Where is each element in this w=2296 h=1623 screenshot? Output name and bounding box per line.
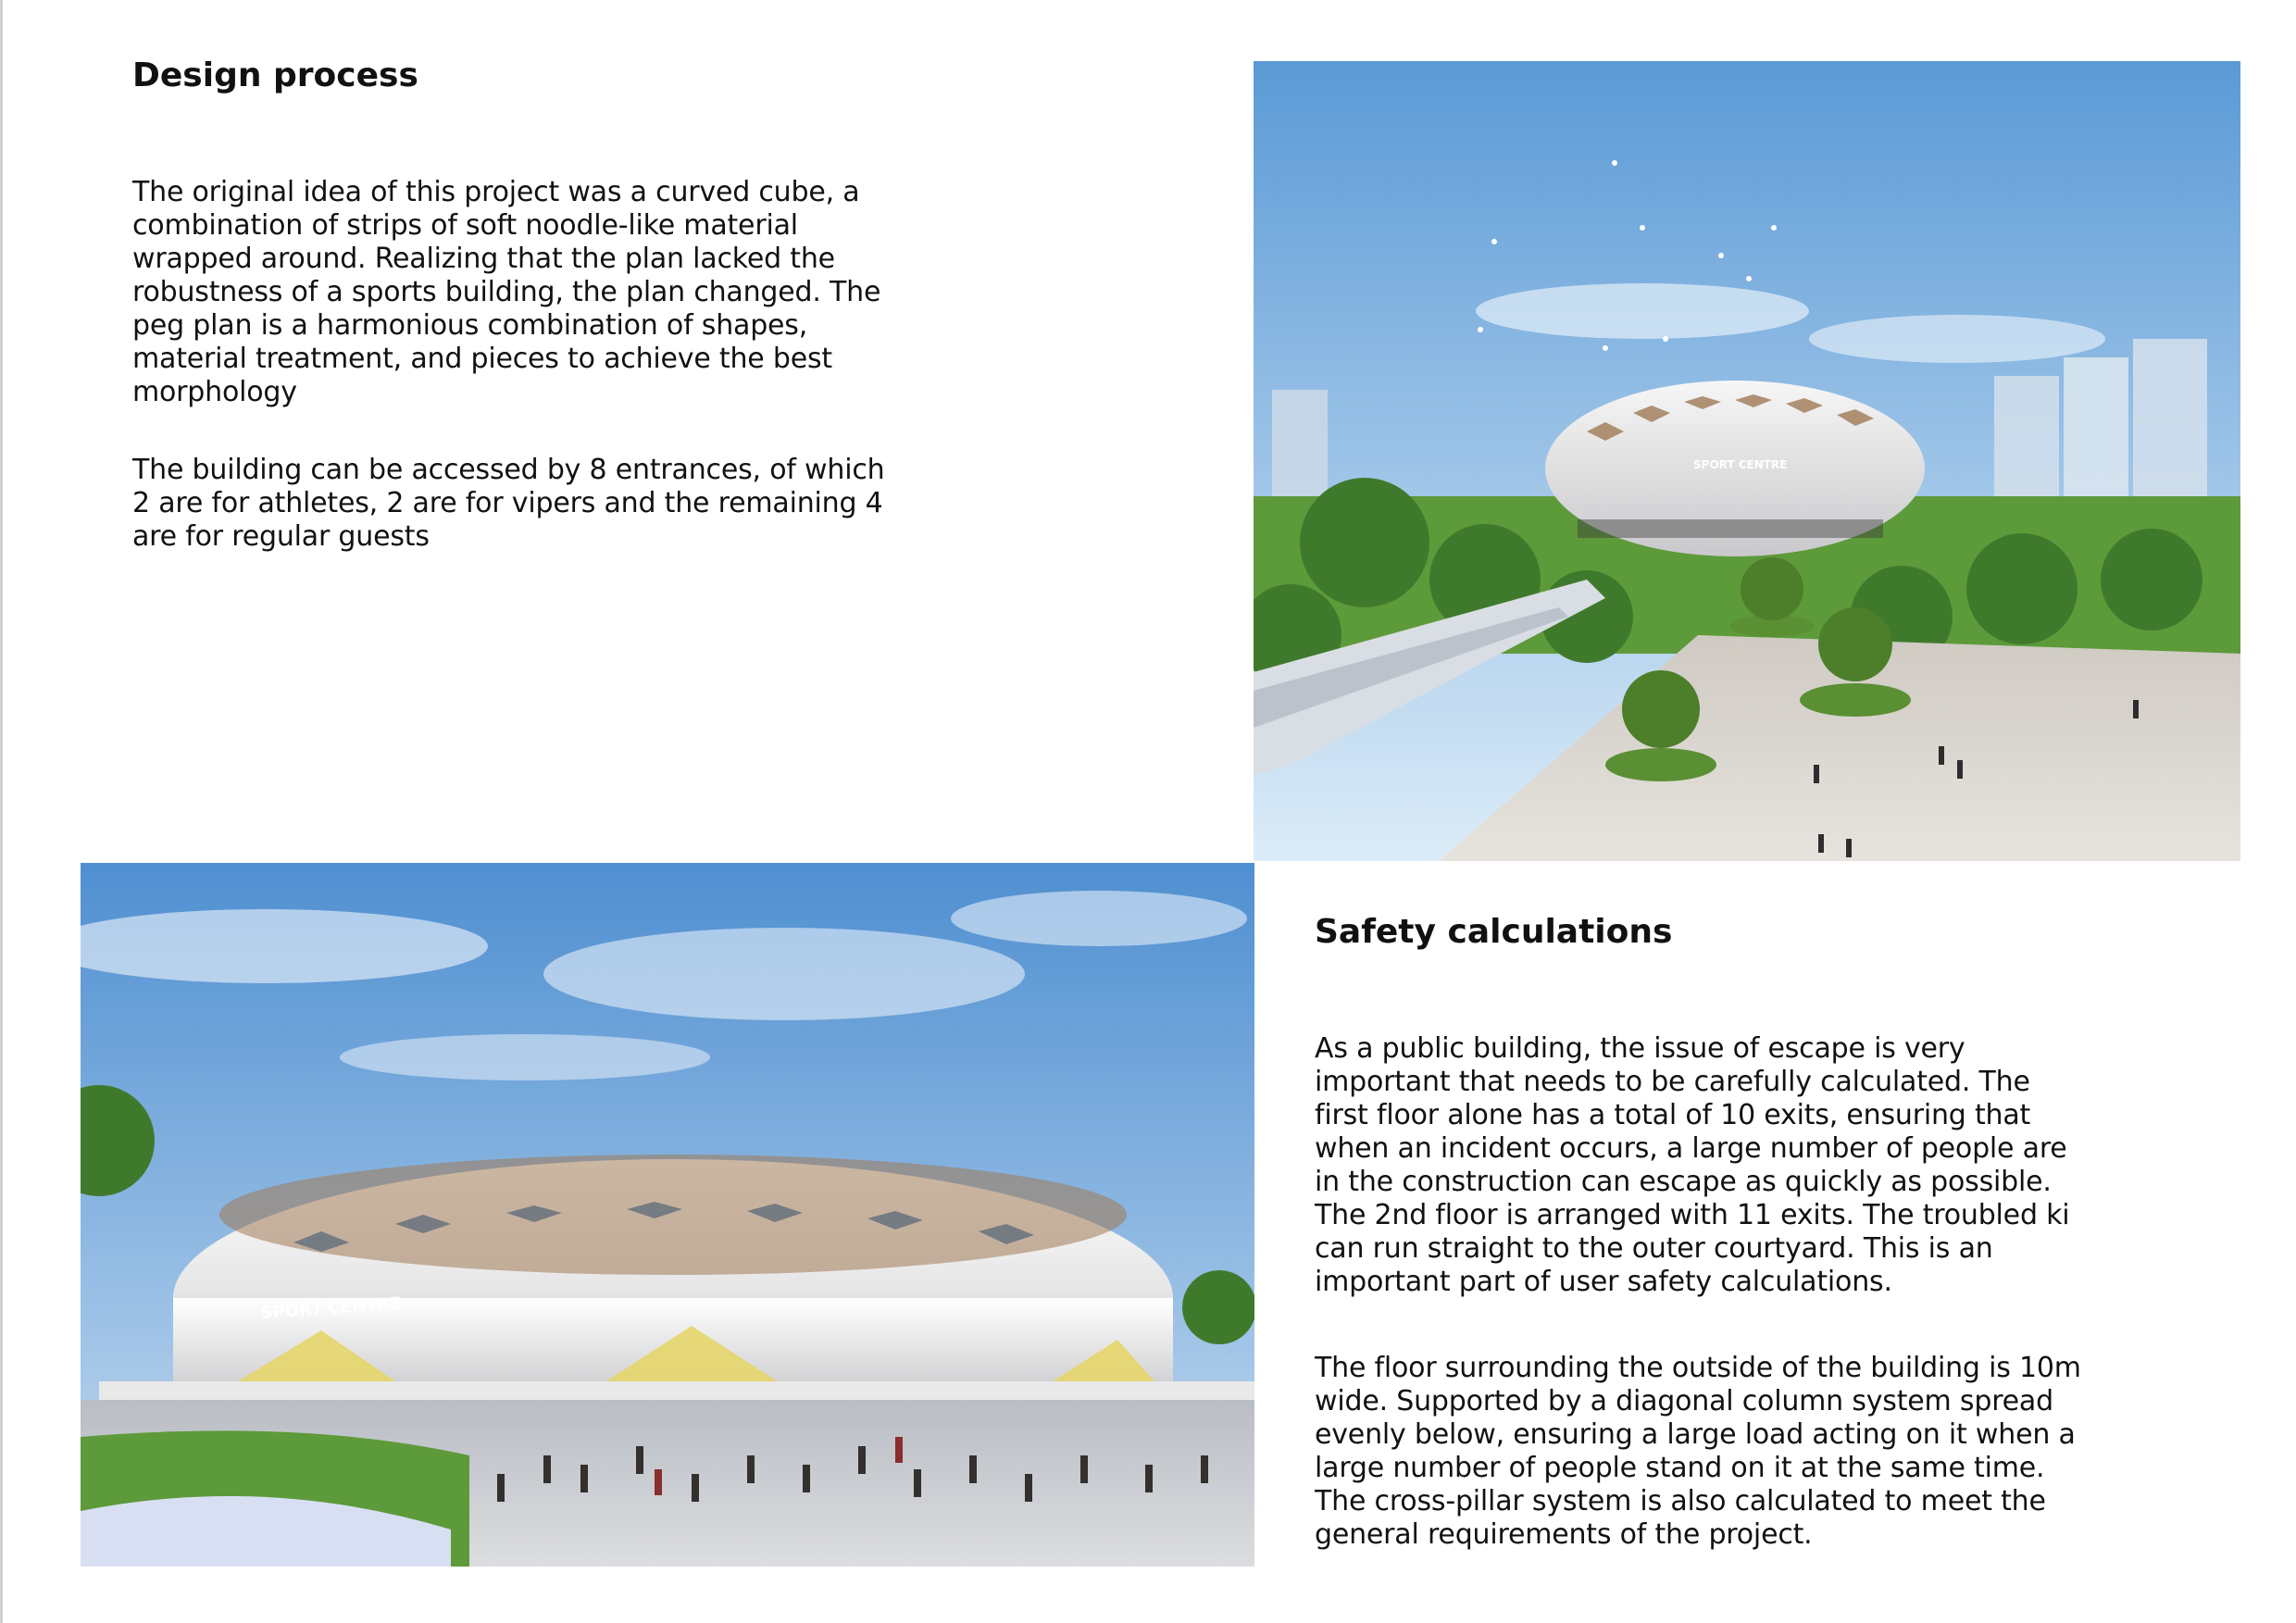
design-process-paragraph-1: The original idea of this project was a curved cube, a combination of strips of soft noodle-like material wrapped around. Realizing that the plan lacked the robustness of a sports building, the plan changed. The peg plan is a harmonious combination of shapes, material treatment, and pieces to achieve the best morphology bbox=[132, 176, 881, 408]
safety-calculations-heading: Safety calculations bbox=[1315, 913, 1673, 951]
top-sign-text: SPORT CENTRE bbox=[1693, 458, 1788, 471]
design-process-heading: Design process bbox=[132, 56, 418, 94]
design-process-paragraph-2: The building can be accessed by 8 entrances, of which 2 are for athletes, 2 are for vipers and the remaining 4 are for regular guests bbox=[132, 454, 885, 553]
ground-level-render-image bbox=[81, 863, 1254, 1567]
safety-calculations-paragraph-1: As a public building, the issue of escape is very important that needs to be carefully calculated. The first floor alone has a total of 10 exits, ensuring that when an incident occurs, a large number of people are in the construction can escape as quickly as possible. The 2nd floor is arranged with 11 exits. The troubled ki can run straight to the outer courtyard. This is an important part of user safety calculations. bbox=[1315, 1032, 2070, 1298]
aerial-render-image bbox=[1254, 61, 2240, 861]
bottom-sign-text: SPORT CENTRE bbox=[259, 1293, 403, 1323]
page-edge-line bbox=[0, 0, 3, 1623]
safety-calculations-paragraph-2: The floor surrounding the outside of the building is 10m wide. Supported by a diagonal column system spread evenly below, ensuring a large load acting on it when a large number of people stand on it at the same time. The cross-pillar system is also calculated to meet the general requirements of the project. bbox=[1315, 1352, 2081, 1551]
